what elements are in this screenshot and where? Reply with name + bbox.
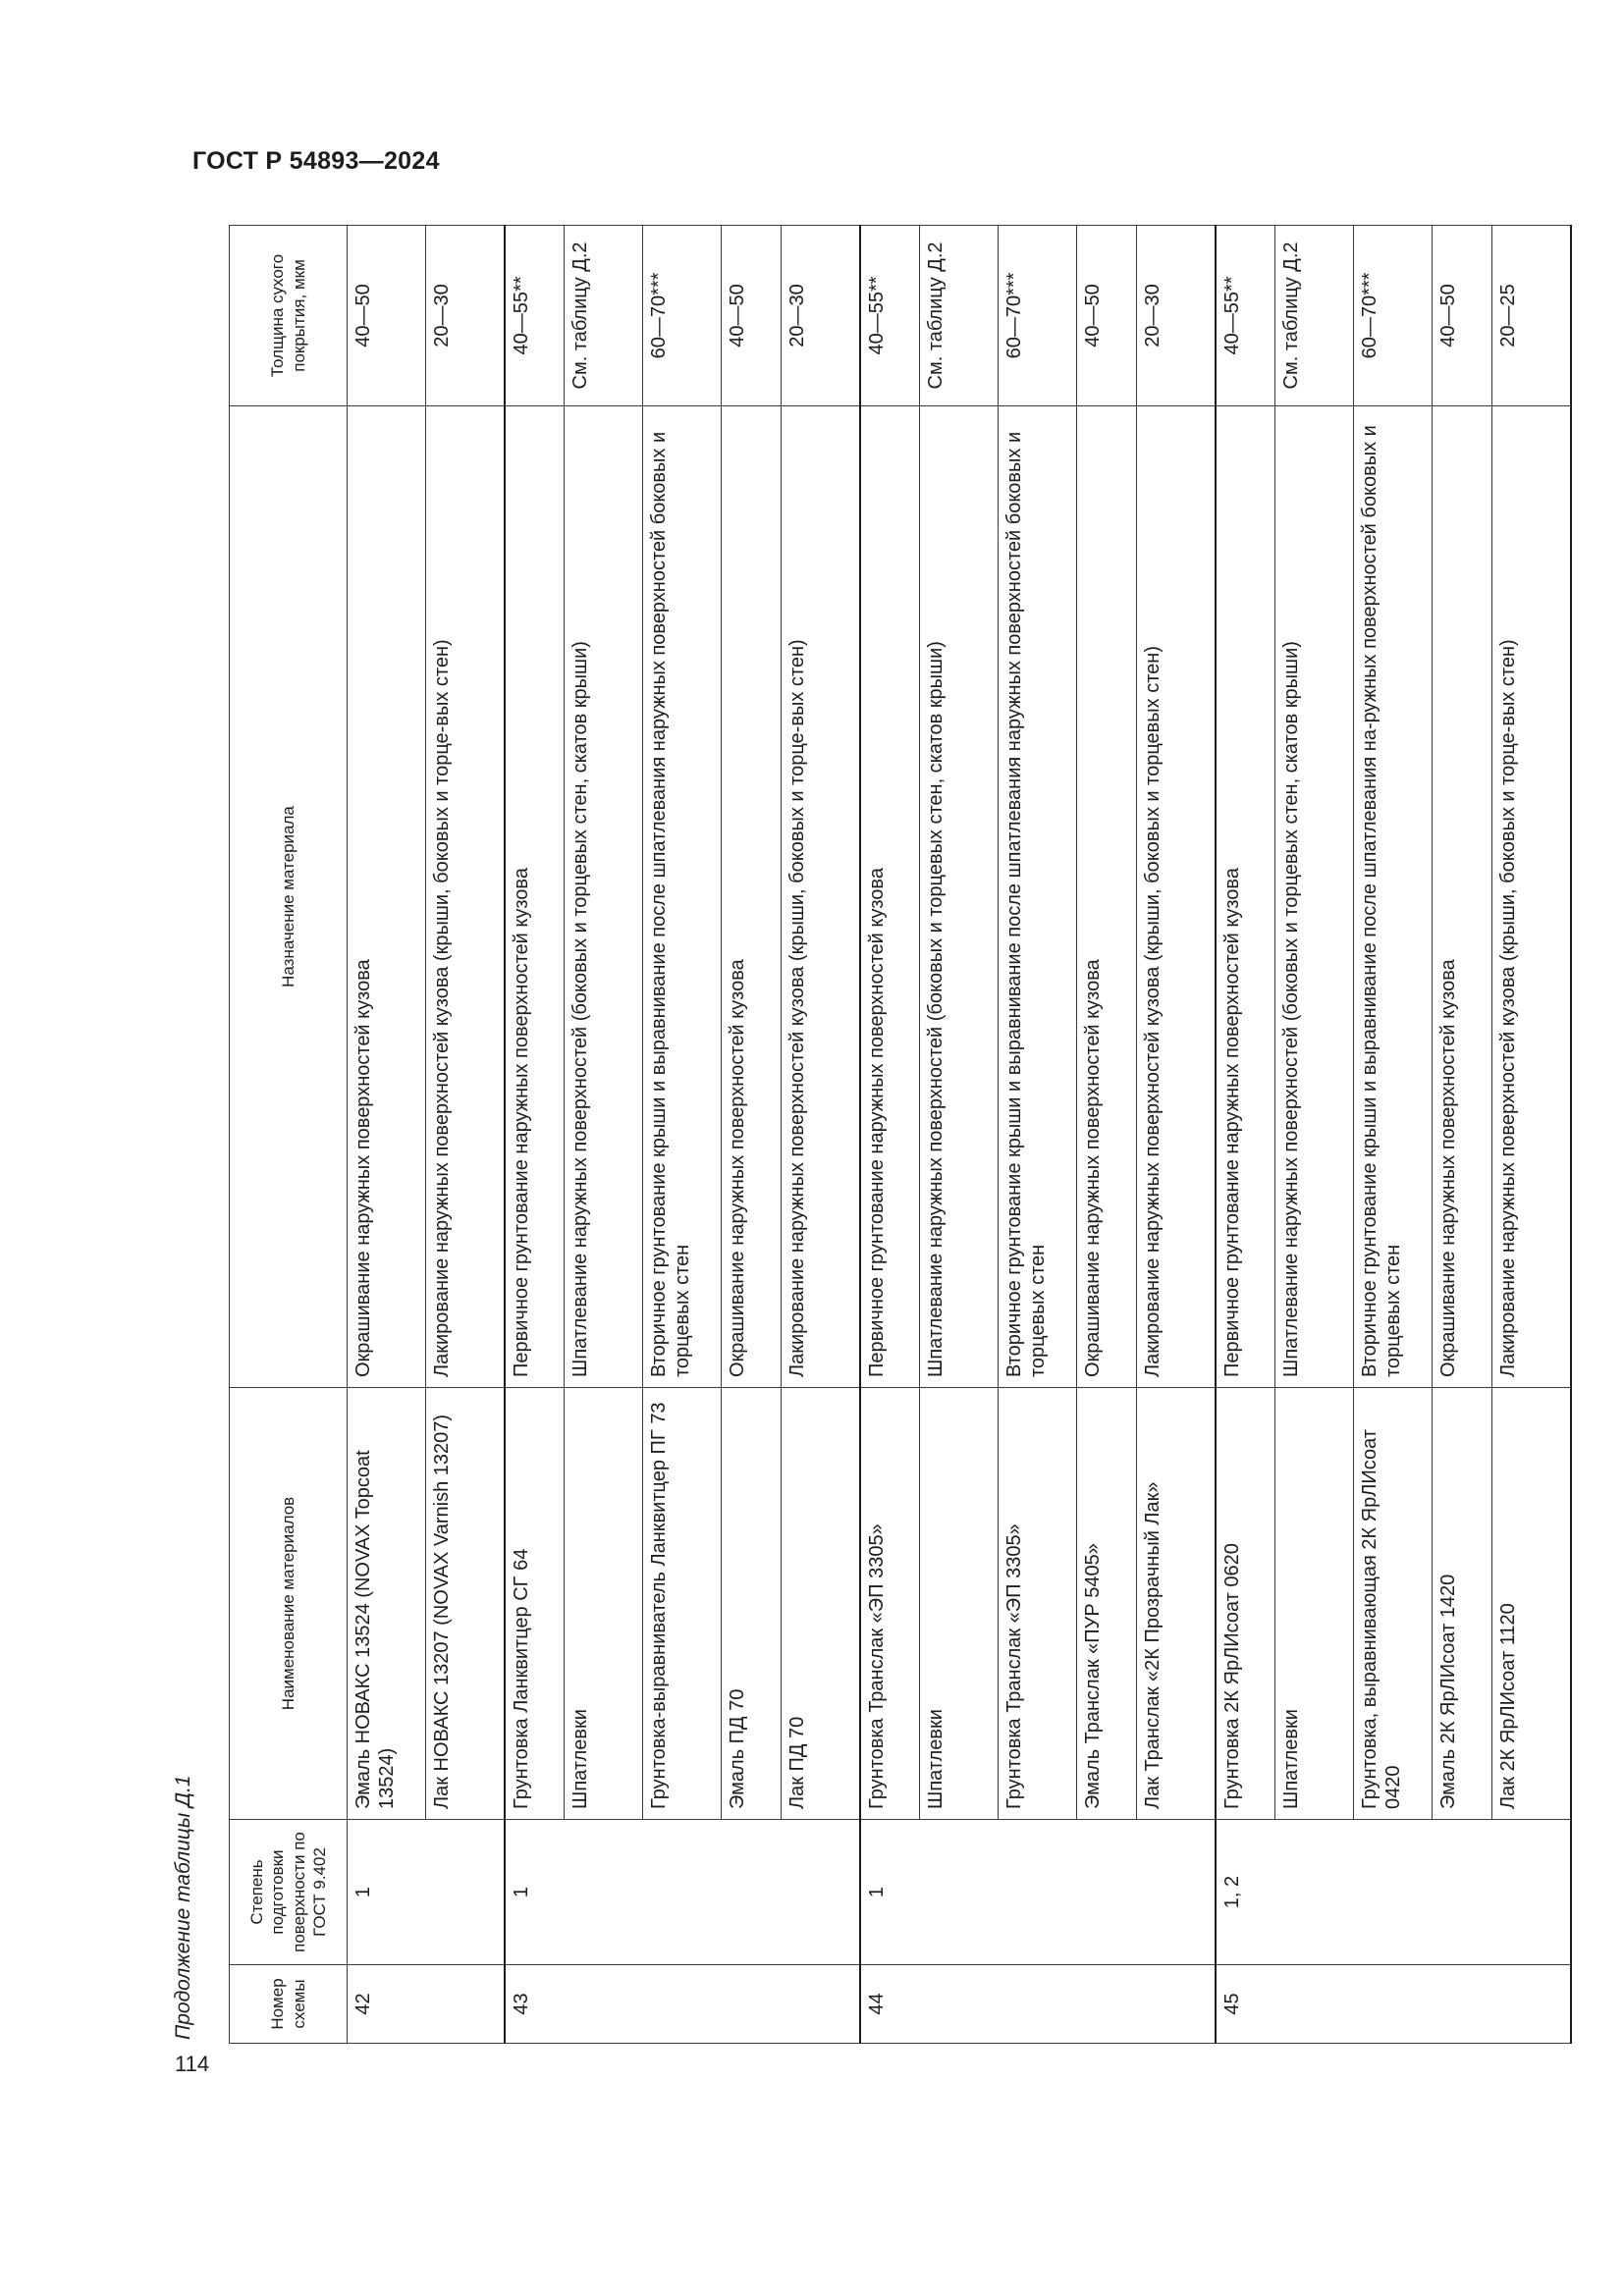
table-row xyxy=(1216,226,1275,2044)
cell-material-purpose: Вторичное грунтование крыши и выравнивание после шпатлевания на-ружных поверхностей боковых и торцевых стен xyxy=(1354,406,1433,1388)
cell-coating-thickness: 20—30 xyxy=(782,226,860,406)
cell-preparation-degree xyxy=(1492,1820,1571,1965)
cell-coating-thickness: 60—70*** xyxy=(999,226,1077,406)
cell-preparation-degree xyxy=(999,1820,1077,1965)
table-row xyxy=(1275,226,1354,2044)
cell-material-name: Грунтовка Транслак «ЭП 3305» xyxy=(999,1388,1077,1820)
cell-coating-thickness: 40—50 xyxy=(722,226,782,406)
cell-scheme-number: 44 xyxy=(860,1965,920,2044)
cell-preparation-degree xyxy=(1433,1820,1492,1965)
cell-preparation-degree: 1 xyxy=(348,1820,426,1965)
cell-coating-thickness: 40—50 xyxy=(1433,226,1492,406)
table-row xyxy=(920,226,999,2044)
cell-material-name: Эмаль Транслак «ПУР 5405» xyxy=(1077,1388,1137,1820)
cell-material-name: Эмаль НОВАКС 13524 (NOVAX Topcoat 13524) xyxy=(348,1388,426,1820)
cell-material-purpose: Вторичное грунтование крыши и выравнивание после шпатлевания наружных поверхностей боковых и торцевых стен xyxy=(999,406,1077,1388)
cell-coating-thickness: 20—25 xyxy=(1492,226,1571,406)
table-row xyxy=(565,226,643,2044)
cell-preparation-degree xyxy=(1275,1820,1354,1965)
cell-material-purpose: Шпатлевание наружных поверхностей (боковых и торцевых стен, скатов крыши) xyxy=(920,406,999,1388)
materials-table xyxy=(229,225,1572,2044)
cell-preparation-degree xyxy=(920,1820,999,1965)
cell-material-purpose: Лакирование наружных поверхностей кузова (крыши, боковых и торцевых стен) xyxy=(1137,406,1216,1388)
cell-material-name: Грунтовка 2К ЯрЛИсоат 0620 xyxy=(1216,1388,1275,1820)
header-scheme-number: Номер схемы xyxy=(230,1965,348,2044)
cell-preparation-degree xyxy=(782,1820,860,1965)
cell-coating-thickness: См. таблицу Д.2 xyxy=(1275,226,1354,406)
cell-scheme-number: 45 xyxy=(1216,1965,1275,2044)
header-coating-thickness: Толщина сухого покрытия, мкм xyxy=(230,226,348,406)
cell-material-name: Лак 2К ЯрЛИсоат 1120 xyxy=(1492,1388,1571,1820)
cell-scheme-number xyxy=(643,1965,722,2044)
cell-material-purpose: Лакирование наружных поверхностей кузова (крыши, боковых и торце-вых стен) xyxy=(782,406,860,1388)
table-row xyxy=(1354,226,1433,2044)
cell-scheme-number xyxy=(782,1965,860,2044)
cell-material-purpose: Лакирование наружных поверхностей кузова (крыши, боковых и торце-вых стен) xyxy=(1492,406,1571,1388)
cell-scheme-number xyxy=(426,1965,505,2044)
cell-scheme-number xyxy=(920,1965,999,2044)
table-caption: Продолжение таблицы Д.1 xyxy=(172,1775,194,2040)
cell-material-purpose: Вторичное грунтование крыши и выравнивание после шпатлевания наружных поверхностей боковых и торцевых стен xyxy=(643,406,722,1388)
cell-material-name: Грунтовка, выравнивающая 2К ЯрЛИсоат 0420 xyxy=(1354,1388,1433,1820)
cell-preparation-degree: 1, 2 xyxy=(1216,1820,1275,1965)
table-row xyxy=(860,226,920,2044)
cell-material-purpose: Первичное грунтование наружных поверхностей кузова xyxy=(860,406,920,1388)
cell-material-purpose: Первичное грунтование наружных поверхностей кузова xyxy=(505,406,565,1388)
cell-preparation-degree xyxy=(643,1820,722,1965)
cell-coating-thickness: 20—30 xyxy=(1137,226,1216,406)
cell-material-name: Шпатлевки xyxy=(565,1388,643,1820)
table-row xyxy=(999,226,1077,2044)
cell-coating-thickness: 40—55** xyxy=(1216,226,1275,406)
table-row xyxy=(643,226,722,2044)
cell-preparation-degree xyxy=(565,1820,643,1965)
cell-material-name: Шпатлевки xyxy=(920,1388,999,1820)
cell-material-name: Грунтовка Транслак «ЭП 3305» xyxy=(860,1388,920,1820)
cell-scheme-number xyxy=(1275,1965,1354,2044)
cell-coating-thickness: 40—55** xyxy=(505,226,565,406)
rotated-table-area xyxy=(170,208,1519,2044)
cell-coating-thickness: 40—50 xyxy=(1077,226,1137,406)
standard-title: ГОСТ Р 54893—2024 xyxy=(192,147,440,175)
cell-coating-thickness: 40—50 xyxy=(348,226,426,406)
cell-scheme-number: 42 xyxy=(348,1965,426,2044)
cell-material-purpose: Окрашивание наружных поверхностей кузова xyxy=(722,406,782,1388)
header-material-name: Наименование материалов xyxy=(230,1388,348,1820)
cell-coating-thickness: См. таблицу Д.2 xyxy=(565,226,643,406)
cell-scheme-number xyxy=(1354,1965,1433,2044)
cell-preparation-degree xyxy=(722,1820,782,1965)
cell-coating-thickness: 40—55** xyxy=(860,226,920,406)
cell-preparation-degree xyxy=(1137,1820,1216,1965)
cell-scheme-number xyxy=(999,1965,1077,2044)
cell-material-name: Шпатлевки xyxy=(1275,1388,1354,1820)
cell-scheme-number xyxy=(1077,1965,1137,2044)
cell-scheme-number xyxy=(722,1965,782,2044)
cell-material-purpose: Окрашивание наружных поверхностей кузова xyxy=(1433,406,1492,1388)
cell-scheme-number xyxy=(1492,1965,1571,2044)
cell-preparation-degree xyxy=(1354,1820,1433,1965)
table-row xyxy=(1137,226,1216,2044)
cell-preparation-degree xyxy=(426,1820,505,1965)
page-number: 114 xyxy=(175,2052,210,2076)
cell-material-purpose: Лакирование наружных поверхностей кузова (крыши, боковых и торце-вых стен) xyxy=(426,406,505,1388)
cell-coating-thickness: 20—30 xyxy=(426,226,505,406)
cell-coating-thickness: 60—70*** xyxy=(643,226,722,406)
cell-material-name: Лак НОВАКС 13207 (NOVAX Varnish 13207) xyxy=(426,1388,505,1820)
cell-preparation-degree: 1 xyxy=(860,1820,920,1965)
cell-scheme-number xyxy=(565,1965,643,2044)
table-row xyxy=(722,226,782,2044)
cell-material-name: Лак Транслак «2К Прозрачный Лак» xyxy=(1137,1388,1216,1820)
cell-material-name: Эмаль 2К ЯрЛИсоат 1420 xyxy=(1433,1388,1492,1820)
table-row xyxy=(348,226,426,2044)
table-row xyxy=(1492,226,1571,2044)
table-row xyxy=(426,226,505,2044)
cell-material-name: Лак ПД 70 xyxy=(782,1388,860,1820)
cell-material-purpose: Шпатлевание наружных поверхностей (боковых и торцевых стен, скатов крыши) xyxy=(565,406,643,1388)
cell-coating-thickness: См. таблицу Д.2 xyxy=(920,226,999,406)
cell-scheme-number xyxy=(1137,1965,1216,2044)
cell-material-purpose: Окрашивание наружных поверхностей кузова xyxy=(1077,406,1137,1388)
cell-scheme-number: 43 xyxy=(505,1965,565,2044)
header-material-purpose: Назначение материала xyxy=(230,406,348,1388)
table-body xyxy=(348,226,1571,2044)
cell-preparation-degree: 1 xyxy=(505,1820,565,1965)
cell-material-name: Грунтовка-выравниватель Ланквитцер ПГ 73 xyxy=(643,1388,722,1820)
table-row xyxy=(505,226,565,2044)
cell-material-purpose: Первичное грунтование наружных поверхностей кузова xyxy=(1216,406,1275,1388)
table-row xyxy=(782,226,860,2044)
header-preparation-degree: Степень подготовки поверхности по ГОСТ 9.402 xyxy=(230,1820,348,1965)
table-row xyxy=(1433,226,1492,2044)
cell-preparation-degree xyxy=(1077,1820,1137,1965)
cell-scheme-number xyxy=(1433,1965,1492,2044)
cell-material-name: Эмаль ПД 70 xyxy=(722,1388,782,1820)
cell-material-purpose: Окрашивание наружных поверхностей кузова xyxy=(348,406,426,1388)
cell-material-name: Грунтовка Ланквитцер СГ 64 xyxy=(505,1388,565,1820)
cell-material-purpose: Шпатлевание наружных поверхностей (боковых и торцевых стен, скатов крыши) xyxy=(1275,406,1354,1388)
cell-coating-thickness: 60—70*** xyxy=(1354,226,1433,406)
table-header-row xyxy=(230,226,348,2044)
table-row xyxy=(1077,226,1137,2044)
